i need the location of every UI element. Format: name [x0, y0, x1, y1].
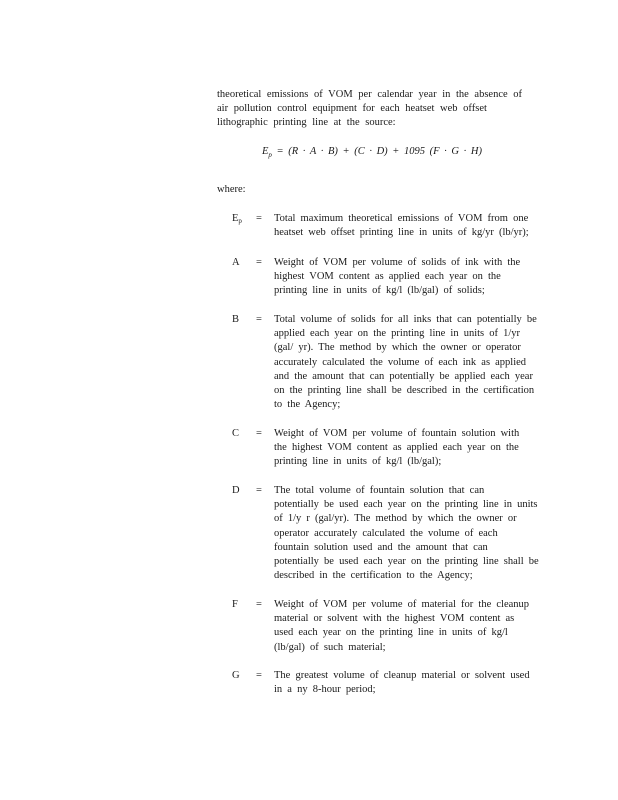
definition-line: highest VOM content as applied each year on the	[274, 271, 501, 283]
definition-line: and the amount that can potentially be applied each year	[274, 370, 533, 382]
definition-equals: =	[256, 213, 262, 224]
definition-line: in a ny 8-hour period;	[274, 684, 376, 696]
definition-line: The total volume of fountain solution that can	[274, 485, 485, 496]
definition-line: accurately calculated the volume of each ink as applied	[274, 356, 527, 368]
definition-line: potentially be used each year on the printing line in units	[274, 499, 538, 511]
definition-line: of 1/y r (gal/yr). The method by which the owner or	[274, 513, 517, 525]
definition-line: (lb/gal) of such material;	[274, 641, 386, 653]
equation-lhs-subscript: p	[268, 151, 272, 159]
intro-line: theoretical emissions of VOM per calendar year in the absence of	[217, 89, 523, 100]
definition-equals: =	[256, 599, 262, 610]
definition-line: printing line in units of kg/l (lb/gal) of solids;	[274, 285, 485, 297]
definition-symbol: F	[232, 599, 238, 610]
definition-line: material or solvent with the highest VOM content as	[274, 613, 515, 625]
intro-paragraph	[217, 88, 547, 131]
definition-text	[274, 427, 550, 470]
definition-symbol: $E_p$	[232, 213, 242, 225]
definition-line: Total maximum theoretical emissions of VOM from one	[274, 213, 529, 224]
definition-symbol: B	[232, 314, 240, 325]
definition-text	[274, 256, 550, 299]
definition-line: described in the certification to the Agency;	[274, 570, 473, 582]
definition-text	[274, 598, 550, 655]
equation-lhs: E	[262, 146, 269, 157]
definition-equals: =	[256, 485, 262, 496]
definition-symbol: A	[232, 257, 240, 268]
definition-line: Total volume of solids for all inks that can potentially be	[274, 314, 537, 325]
definition-line: fountain solution used and the amount that can	[274, 541, 488, 553]
definition-equals: =	[256, 670, 262, 681]
equation-rhs: = (R · A · B) + (C · D) + 1095 (F · G · H)	[276, 146, 482, 157]
definition-line: Weight of VOM per volume of material for the cleanup	[274, 599, 530, 610]
where-label: where:	[217, 184, 246, 195]
definition-symbol: D	[232, 485, 240, 496]
intro-line: lithographic printing line at the source:	[217, 117, 396, 129]
definition-symbol: G	[232, 670, 240, 681]
definition-equals: =	[256, 257, 262, 268]
definition-line: the highest VOM content as applied each year on the	[274, 442, 519, 454]
definition-symbol: C	[232, 428, 240, 439]
definition-line: operator accurately calculated the volume of each	[274, 527, 498, 539]
definition-line: Weight of VOM per volume of solids of ink with the	[274, 257, 521, 268]
definition-text	[274, 212, 550, 240]
definition-line: printing line in units of kg/l (lb/gal);	[274, 456, 442, 468]
definition-line: Weight of VOM per volume of fountain solution with	[274, 428, 520, 439]
emissions-equation	[262, 146, 482, 159]
definition-line: used each year on the printing line in units of kg/l	[274, 627, 508, 639]
definition-line: heatset web offset printing line in units of kg/yr (lb/yr);	[274, 227, 529, 239]
definition-equals: =	[256, 428, 262, 439]
definition-line: to the Agency;	[274, 399, 341, 411]
definition-equals: =	[256, 314, 262, 325]
intro-line: air pollution control equipment for each heatset web offset	[217, 103, 487, 115]
definition-line: applied each year on the printing line in units of 1/yr	[274, 328, 521, 340]
definition-line: potentially be used each year on the printing line shall be	[274, 556, 539, 568]
definition-line: on the printing line shall be described in the certification	[274, 385, 535, 397]
definition-line: (gal/ yr). The method by which the owner or operator	[274, 342, 521, 354]
definition-line: The greatest volume of cleanup material or solvent used	[274, 670, 530, 681]
definition-text	[274, 313, 550, 412]
definition-text	[274, 484, 550, 583]
definition-text	[274, 669, 550, 697]
